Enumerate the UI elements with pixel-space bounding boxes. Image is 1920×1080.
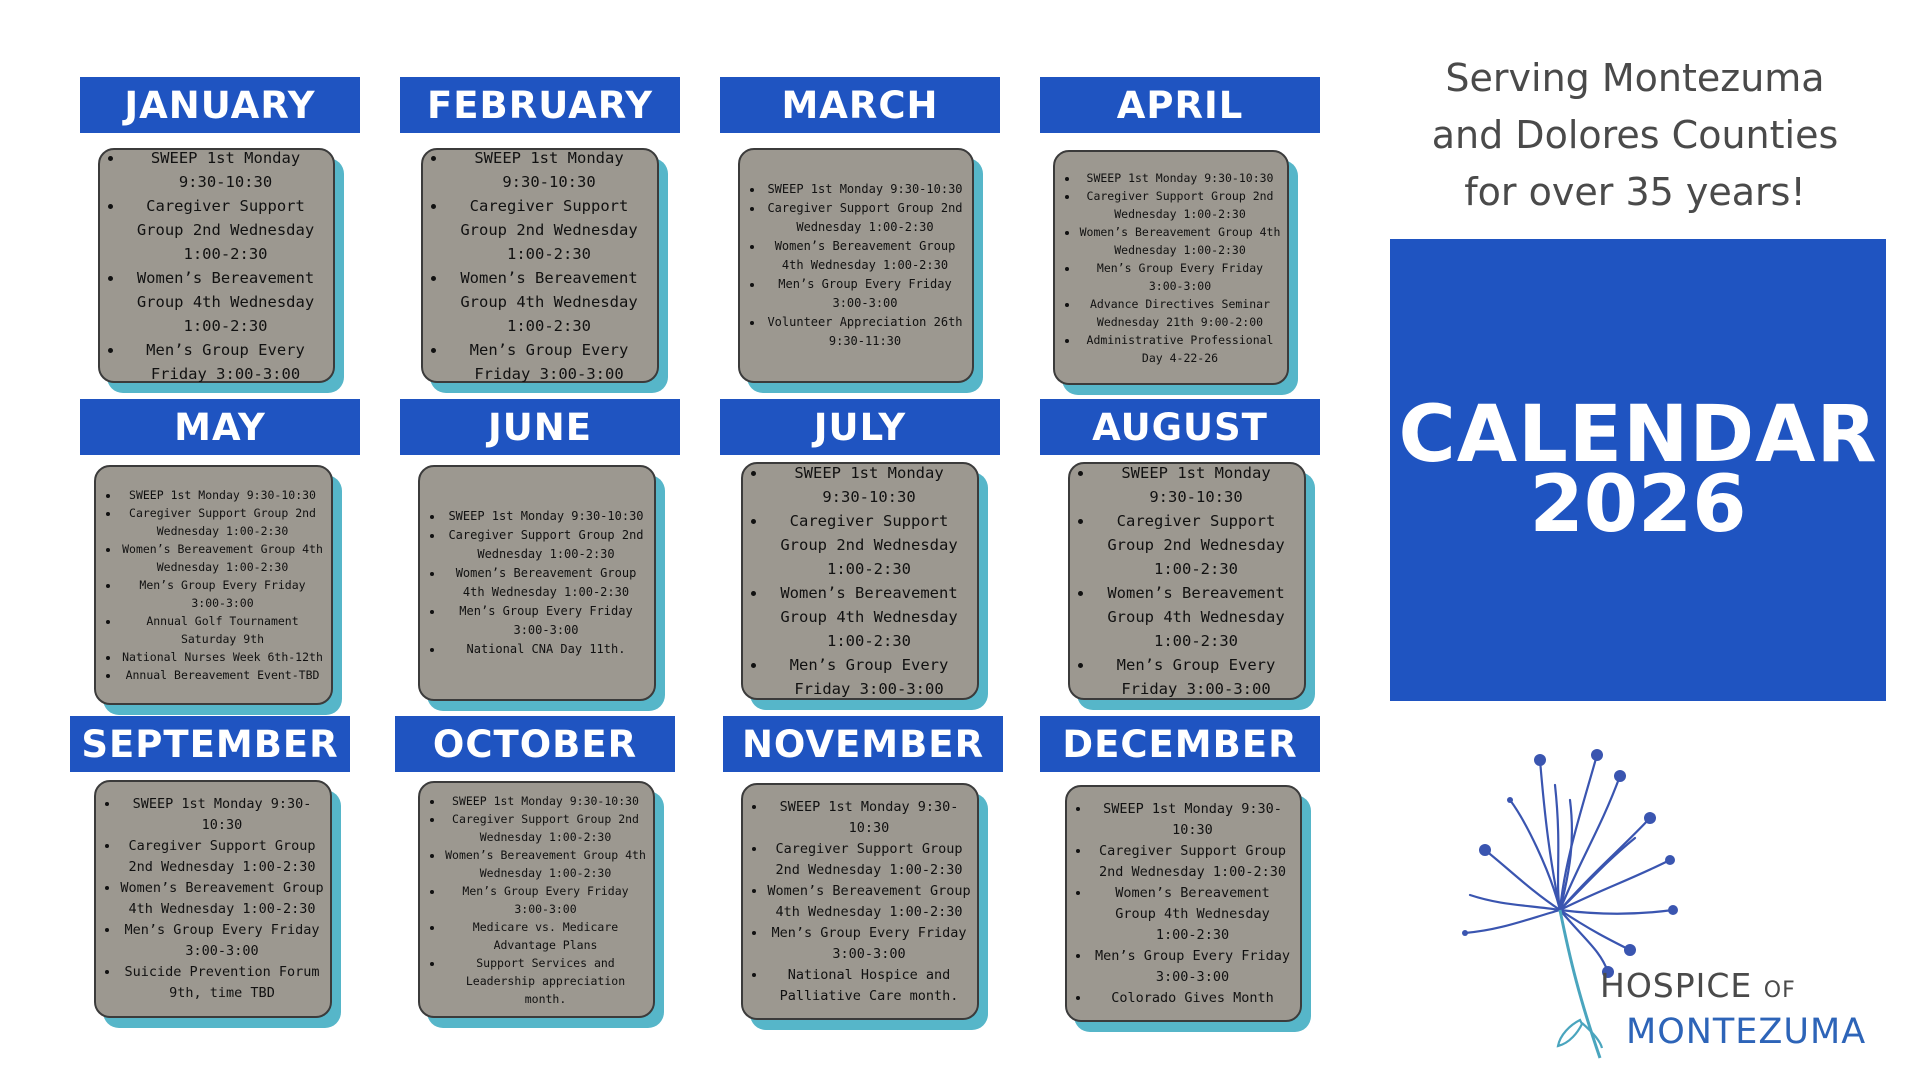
events-list: [1080, 461, 1298, 701]
month-header-september: SEPTEMBER: [70, 716, 350, 772]
month-header-december: DECEMBER: [1040, 716, 1320, 772]
events-list: [1065, 169, 1281, 367]
events-card-february: [421, 148, 659, 383]
event-item: • Women’s Bereavement Group 4th Wednesday 1:00-2:30: [767, 581, 971, 653]
event-item: • SWEEP 1st Monday 9:30-10:30: [767, 797, 971, 839]
month-header-july: JULY: [720, 399, 1000, 455]
event-item: • Women’s Bereavement Group 4th Wednesday 1:00-2:30: [1091, 883, 1294, 946]
event-item: • National Hospice and Palliative Care month.: [767, 965, 971, 1007]
event-item: • Men’s Group Every Friday 3:00-3:00: [1094, 653, 1298, 701]
event-item: • Women’s Bereavement Group 4th Wednesday 1:00-2:30: [764, 237, 966, 275]
event-item: • Administrative Professional Day 4-22-26: [1079, 331, 1281, 367]
event-item: • Women’s Bereavement Group 4th Wednesday 1:00-2:30: [124, 266, 327, 338]
events-card-august: [1068, 462, 1306, 700]
tagline-line: for over 35 years!: [1464, 170, 1806, 214]
event-item: • Women’s Bereavement Group 4th Wednesday 1:00-2:30: [447, 266, 651, 338]
events-list: [106, 794, 324, 1004]
event-item: • Men’s Group Every Friday 3:00-3:00: [1091, 946, 1294, 988]
event-item: • Women’s Bereavement Group 4th Wednesday 1:00-2:30: [444, 846, 647, 882]
calendar-title: CALENDAR: [1398, 390, 1878, 480]
event-item: • SWEEP 1st Monday 9:30-10:30: [764, 180, 966, 199]
tagline-line: Serving Montezuma: [1445, 56, 1825, 100]
event-item: • Caregiver Support Group 2nd Wednesday 1:00-2:30: [120, 836, 324, 878]
events-card-may: [94, 465, 333, 705]
events-card-september: [94, 780, 332, 1018]
events-card-december: [1065, 785, 1302, 1022]
events-list: [430, 792, 647, 1008]
event-item: • Women’s Bereavement Group 4th Wednesday 1:00-2:30: [444, 564, 648, 602]
event-item: • Caregiver Support Group 2nd Wednesday 1:00-2:30: [764, 199, 966, 237]
event-item: • SWEEP 1st Monday 9:30-10:30: [124, 146, 327, 194]
event-item: • Colorado Gives Month: [1091, 988, 1294, 1009]
event-item: • Caregiver Support Group 2nd Wednesday 1:00-2:30: [444, 810, 647, 846]
events-list: [1077, 799, 1294, 1009]
event-item: • Caregiver Support Group 2nd Wednesday 1:00-2:30: [447, 194, 651, 266]
events-card-january: [98, 148, 335, 383]
event-item: • National CNA Day 11th.: [444, 640, 648, 659]
event-item: • Men’s Group Every Friday 3:00-3:00: [764, 275, 966, 313]
month-header-january: JANUARY: [80, 77, 360, 133]
event-item: • Medicare vs. Medicare Advantage Plans: [444, 918, 647, 954]
event-item: • Caregiver Support Group 2nd Wednesday 1:00-2:30: [1094, 509, 1298, 581]
events-list: [753, 797, 971, 1007]
month-header-august: AUGUST: [1040, 399, 1320, 455]
event-item: • Men’s Group Every Friday 3:00-3:00: [120, 576, 325, 612]
events-list: [430, 507, 648, 659]
event-item: • Annual Golf Tournament Saturday 9th: [120, 612, 325, 648]
logo-wordmark: [1600, 966, 1866, 1053]
event-item: • SWEEP 1st Monday 9:30-10:30: [1091, 799, 1294, 841]
event-item: • Volunteer Appreciation 26th 9:30-11:30: [764, 313, 966, 351]
month-header-february: FEBRUARY: [400, 77, 680, 133]
events-card-november: [741, 783, 979, 1020]
events-card-april: [1053, 150, 1289, 385]
month-header-march: MARCH: [720, 77, 1000, 133]
events-list: [106, 486, 325, 684]
events-card-march: [738, 148, 974, 383]
event-item: • SWEEP 1st Monday 9:30-10:30: [767, 461, 971, 509]
event-item: • SWEEP 1st Monday 9:30-10:30: [444, 792, 647, 810]
event-item: • SWEEP 1st Monday 9:30-10:30: [1094, 461, 1298, 509]
event-item: • Men’s Group Every Friday 3:00-3:00: [447, 338, 651, 386]
event-item: • SWEEP 1st Monday 9:30-10:30: [447, 146, 651, 194]
event-item: • Caregiver Support Group 2nd Wednesday 1:00-2:30: [1079, 187, 1281, 223]
events-list: [110, 146, 327, 386]
month-header-may: MAY: [80, 399, 360, 455]
event-item: • Women’s Bereavement Group 4th Wednesday 1:00-2:30: [120, 540, 325, 576]
calendar-title-box: [1390, 239, 1886, 701]
event-item: • Men’s Group Every Friday 3:00-3:00: [767, 653, 971, 701]
event-item: • Caregiver Support Group 2nd Wednesday 1:00-2:30: [767, 839, 971, 881]
event-item: • SWEEP 1st Monday 9:30-10:30: [120, 486, 325, 504]
month-header-june: JUNE: [400, 399, 680, 455]
event-item: • Caregiver Support Group 2nd Wednesday 1:00-2:30: [120, 504, 325, 540]
month-header-october: OCTOBER: [395, 716, 675, 772]
events-list: [750, 180, 966, 351]
event-item: • SWEEP 1st Monday 9:30-10:30: [444, 507, 648, 526]
event-item: • Women’s Bereavement Group 4th Wednesday 1:00-2:30: [1094, 581, 1298, 653]
event-item: • Men’s Group Every Friday 3:00-3:00: [767, 923, 971, 965]
event-item: • National Nurses Week 6th-12th: [120, 648, 325, 666]
logo-word-montezuma: MONTEZUMA: [1626, 1012, 1867, 1052]
event-item: • Caregiver Support Group 2nd Wednesday 1:00-2:30: [444, 526, 648, 564]
logo-word-hospice: HOSPICE: [1600, 966, 1753, 1005]
event-item: • Men’s Group Every Friday 3:00-3:00: [124, 338, 327, 386]
event-item: • Men’s Group Every Friday 3:00-3:00: [120, 920, 324, 962]
event-item: • Women’s Bereavement Group 4th Wednesday 1:00-2:30: [1079, 223, 1281, 259]
calendar-year: 2026: [1529, 460, 1747, 550]
events-card-october: [418, 781, 655, 1018]
event-item: • Caregiver Support Group 2nd Wednesday 1:00-2:30: [767, 509, 971, 581]
event-item: • Caregiver Support Group 2nd Wednesday 1:00-2:30: [1091, 841, 1294, 883]
event-item: • Advance Directives Seminar Wednesday 21th 9:00-2:00: [1079, 295, 1281, 331]
event-item: • Suicide Prevention Forum 9th, time TBD: [120, 962, 324, 1004]
events-card-june: [418, 465, 656, 701]
event-item: • SWEEP 1st Monday 9:30-10:30: [1079, 169, 1281, 187]
events-list: [753, 461, 971, 701]
tagline-line: and Dolores Counties: [1431, 113, 1839, 157]
event-item: • Annual Bereavement Event-TBD: [120, 666, 325, 684]
event-item: • Caregiver Support Group 2nd Wednesday 1:00-2:30: [124, 194, 327, 266]
event-item: • Men’s Group Every Friday 3:00-3:00: [444, 602, 648, 640]
month-header-april: APRIL: [1040, 77, 1320, 133]
event-item: • Men’s Group Every Friday 3:00-3:00: [444, 882, 647, 918]
event-item: • Women’s Bereavement Group 4th Wednesday 1:00-2:30: [120, 878, 324, 920]
event-item: • SWEEP 1st Monday 9:30-10:30: [120, 794, 324, 836]
events-list: [433, 146, 651, 386]
event-item: • Women’s Bereavement Group 4th Wednesday 1:00-2:30: [767, 881, 971, 923]
event-item: • Men’s Group Every Friday 3:00-3:00: [1079, 259, 1281, 295]
tagline: [1400, 50, 1870, 221]
month-header-november: NOVEMBER: [723, 716, 1003, 772]
logo-word-of: OF: [1763, 978, 1796, 1003]
events-card-july: [741, 462, 979, 700]
event-item: • Support Services and Leadership appreciation month.: [444, 954, 647, 1008]
